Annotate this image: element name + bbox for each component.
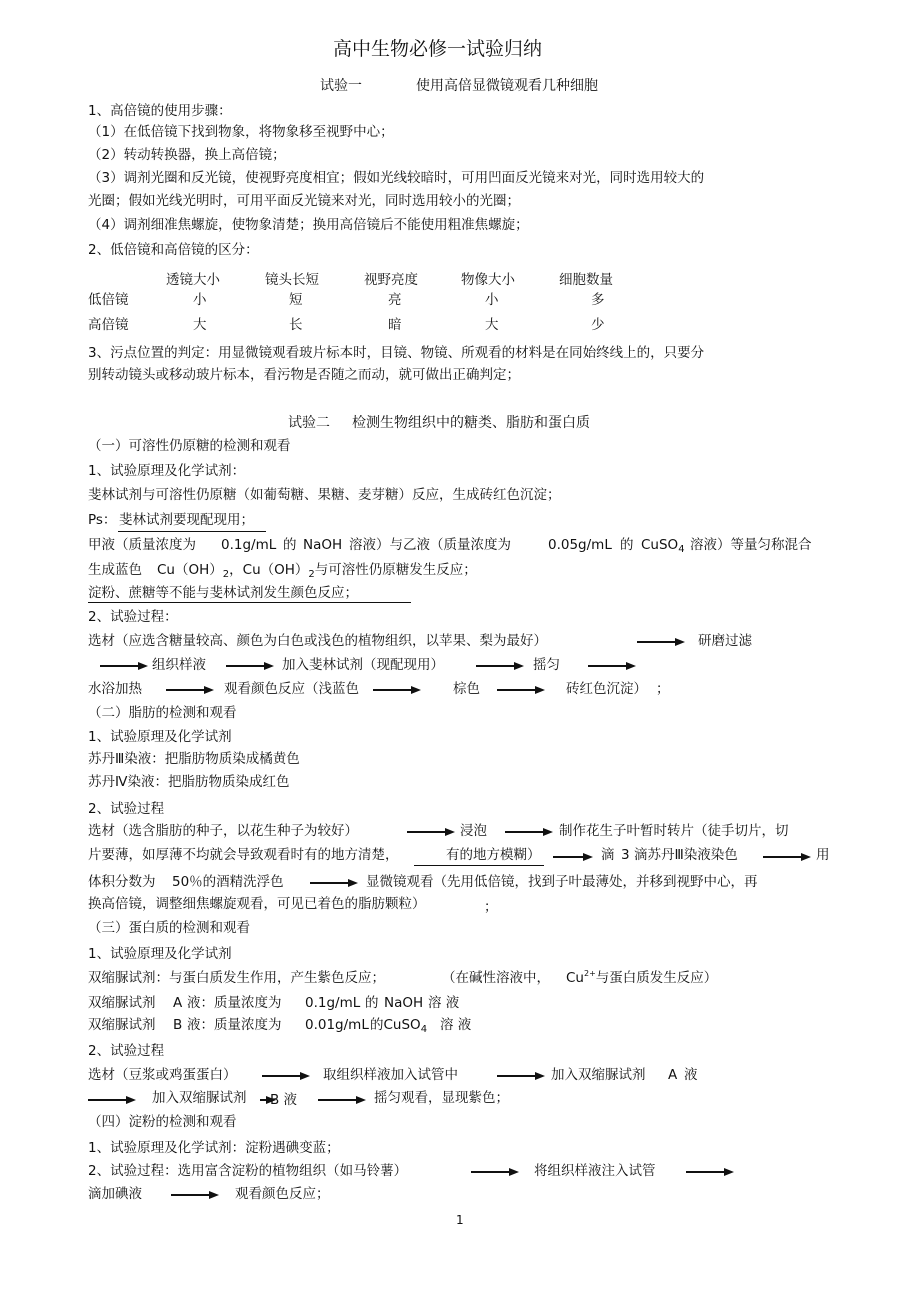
p2-proc-step: 滴苏丹Ⅲ染液染色 [634, 847, 738, 863]
p1-mix-value: 0.1g/mL [221, 537, 277, 553]
p2-proc-step: 片要薄，如厚薄不均就会导致观看时有的地方清楚， [88, 847, 399, 863]
arrow-right-icon [588, 662, 636, 670]
p3-head: （三）蛋白质的检测和观看 [88, 920, 250, 936]
exp2-heading-title: 检测生物组织中的糖类、脂肪和蛋白质 [352, 415, 590, 431]
p3-reagent-a: 的 [365, 995, 379, 1011]
p2-sudan4: 苏丹Ⅳ染液：把脂肪物质染成红色 [88, 774, 290, 790]
p1-mix-text: 溶液）等量匀称混合 [690, 537, 812, 553]
p3-reagent-a: NaOH [384, 995, 424, 1011]
p1-proc-end: ； [656, 681, 670, 697]
p3-proc-step: 加入双缩脲试剂 [551, 1067, 646, 1083]
p4-proc-step: 将组织样液注入试管 [534, 1163, 656, 1179]
arrow-right-icon [686, 1168, 734, 1176]
p2-sudan3: 苏丹Ⅲ染液：把脂肪物质染成橘黄色 [88, 751, 300, 767]
arrow-right-icon [497, 686, 545, 694]
p1-proc-head: 2、试验过程： [88, 609, 178, 625]
p2-proc-step: 有的地方模糊） [446, 847, 541, 863]
p1-mix-value: 0.05g/mL [548, 537, 612, 553]
arrow-right-icon [100, 662, 148, 670]
p3-reagent-b: 的CuSO$_4$ [370, 1017, 428, 1035]
exp1-s1-line4: （4）调剂细准焦螺旋，使物象清楚；换用高倍镜后不能使用粗准焦螺旋； [88, 217, 529, 233]
p1-head: （一）可溶性仍原糖的检测和观看 [88, 438, 291, 454]
p1-cu-formula: $Cu(OH)_2$，$Cu(OH)_2$与可溶性仍原糖发生反应； [157, 562, 477, 580]
arrow-right-icon [505, 828, 553, 836]
p2-head: （二）脂肪的检测和观看 [88, 705, 237, 721]
table-cell: 暗 [388, 317, 402, 333]
p2-proc-step: 用 [816, 847, 830, 863]
p2-proc-step: 50％的酒精洗浮色 [172, 874, 284, 890]
p1-proc-step: 选材（应选含糖量较高、颜色为白色或浅色的植物组织，以苹果、梨为最好） [88, 633, 547, 649]
p4-proc-step: 滴加碘液 [88, 1186, 142, 1202]
p3-reagent-a: A [173, 995, 183, 1011]
p1-proc-step: 加入斐林试剂（现配现用） [282, 657, 444, 673]
exp1-s1-line1: （1）在低倍镜下找到物象，将物象移至视野中心； [88, 124, 394, 140]
exp1-s1-head: 1、高倍镜的使用步骤： [88, 103, 232, 119]
arrow-right-icon [88, 1096, 136, 1104]
p4-proc-step: 2、试验过程：选用富含淀粉的植物组织（如马铃薯） [88, 1163, 408, 1179]
table-header: 透镜大小 [166, 272, 220, 288]
arrow-right-icon [166, 686, 214, 694]
page-title: 高中生物必修一试验归纳 [333, 38, 543, 60]
table-cell: 长 [289, 317, 303, 333]
p3-reagent-a: 溶 液 [428, 995, 460, 1011]
p3-proc-step: B 液 [270, 1092, 298, 1108]
p2-proc-step: 制作花生子叶暂时转片（徒手切片，切 [559, 823, 789, 839]
arrow-right-icon [373, 686, 421, 694]
p2-proc-step: 浸泡 [460, 823, 487, 839]
p1-mix-text: 的 [283, 537, 297, 553]
underline [414, 865, 544, 866]
arrow-right-icon [476, 662, 524, 670]
p1-mix-chem: CuSO$_4$ [641, 537, 685, 555]
p1-principle-head: 1、试验原理及化学试剂： [88, 463, 246, 479]
p2-proc-end: ； [484, 899, 498, 915]
p1-mix-text: 甲液（质量浓度为 [88, 537, 196, 553]
exp1-s2-head: 2、低倍镜和高倍镜的区分： [88, 242, 259, 258]
table-cell: 大 [193, 317, 207, 333]
arrow-right-icon [318, 1096, 366, 1104]
p3-reagent-a: 0.1g/mL [305, 995, 361, 1011]
p3-proc-step: 加入双缩脲试剂 [152, 1090, 247, 1106]
p2-proc-step: 选材（选含脂肪的种子，以花生种子为较好） [88, 823, 358, 839]
p2-proc-step: 显微镜观看（先用低倍镜，找到子叶最薄处，并移到视野中心，再 [366, 874, 758, 890]
p1-proc-step: 摇匀 [533, 657, 560, 673]
underline [118, 531, 266, 532]
p3-reagent-a: 液：质量浓度为 [187, 995, 282, 1011]
table-cell: 少 [591, 317, 605, 333]
p4-principle: 1、试验原理及化学试剂：淀粉遇碘变蓝； [88, 1140, 340, 1156]
p2-proc-step: 滴 [601, 847, 615, 863]
p1-proc-step: 观看颜色反应（浅蓝色 [224, 681, 359, 697]
underline [88, 602, 411, 603]
arrow-right-icon [553, 853, 593, 861]
exp1-s3-line2: 别转动镜头或移动玻片标本，看污物是否随之而动，就可做出正确判定； [88, 367, 520, 383]
p3-reagent-b: 0.01g/mL [305, 1017, 369, 1033]
table-header: 细胞数量 [559, 272, 613, 288]
p1-proc-step: 棕色 [453, 681, 480, 697]
p1-starch-note: 淀粉、蔗糖等不能与斐林试剂发生颜色反应； [88, 585, 358, 601]
table-cell: 亮 [388, 292, 402, 308]
p2-proc-step: 体积分数为 [88, 874, 156, 890]
exp1-s1-line3a: （3）调剂光圈和反光镜，使视野亮度相宜；假如光线较暗时，可用凹面反光镜来对光，同时选用较大的 [88, 170, 705, 186]
page-number: 1 [456, 1213, 464, 1227]
p2-proc-head: 2、试验过程 [88, 801, 165, 817]
table-header: 视野亮度 [364, 272, 418, 288]
exp1-heading-number: 试验一 [320, 78, 362, 94]
p2-principle-head: 1、试验原理及化学试剂 [88, 729, 232, 745]
p1-mix-chem: NaOH [303, 537, 343, 553]
p3-proc-step: A [668, 1067, 678, 1083]
p4-proc-step: 观看颜色反应； [235, 1186, 330, 1202]
table-row-label: 高倍镜 [88, 317, 129, 333]
p2-proc-step: 3 [621, 847, 630, 863]
p2-proc-step: 换高倍镜，调整细焦螺旋观看，可见已着色的脂肪颗粒） [88, 896, 426, 912]
arrow-right-icon [407, 828, 455, 836]
arrow-right-icon [471, 1168, 519, 1176]
p3-reagent-b: 双缩脲试剂 [88, 1017, 156, 1033]
table-header: 物像大小 [461, 272, 515, 288]
p1-ps-note: 斐林试剂要现配现用； [119, 512, 254, 528]
p1-cu-text: 生成蓝色 [88, 562, 142, 578]
p1-mix-text: 的 [620, 537, 634, 553]
arrow-right-icon [637, 638, 685, 646]
p3-reagent-b: 液：质量浓度为 [187, 1017, 282, 1033]
arrow-right-icon [310, 879, 358, 887]
p1-proc-step: 组织样液 [152, 657, 206, 673]
table-cell: 多 [591, 292, 605, 308]
table-row-label: 低倍镜 [88, 292, 129, 308]
p3-principle-head: 1、试验原理及化学试剂 [88, 946, 232, 962]
p3-reaction: 双缩脲试剂：与蛋白质发生作用，产生紫色反应； [88, 970, 385, 986]
exp2-heading-number: 试验二 [288, 415, 330, 431]
p1-mix-text: 溶液）与乙液（质量浓度为 [349, 537, 511, 553]
exp1-heading-title: 使用高倍显微镜观看几种细胞 [416, 78, 598, 94]
arrow-right-icon [226, 662, 274, 670]
p1-proc-step: 砖红色沉淀） [566, 681, 647, 697]
p1-proc-step: 研磨过滤 [698, 633, 752, 649]
arrow-right-icon [497, 1072, 545, 1080]
table-header: 镜头长短 [265, 272, 319, 288]
p3-reagent-b: B [173, 1017, 183, 1033]
table-cell: 小 [193, 292, 207, 308]
p3-proc-head: 2、试验过程 [88, 1043, 165, 1059]
p4-head: （四）淀粉的检测和观看 [88, 1114, 237, 1130]
p3-reaction-note: $Cu^{2+}$与蛋白质发生反应） [566, 969, 718, 986]
arrow-right-icon [262, 1072, 310, 1080]
p3-proc-step: 液 [684, 1067, 698, 1083]
table-cell: 大 [485, 317, 499, 333]
table-cell: 短 [289, 292, 303, 308]
table-cell: 小 [485, 292, 499, 308]
p3-reaction-note: （在碱性溶液中， [442, 970, 550, 986]
p3-reagent-b: 溶 液 [440, 1017, 472, 1033]
exp1-s3-line1: 3、污点位置的判定：用显微镜观看玻片标本时，目镜、物镜、所观看的材料是在同始终线上的，只要分 [88, 345, 705, 361]
p1-proc-step: 水浴加热 [88, 681, 142, 697]
p1-ps-label: Ps： [88, 512, 117, 528]
p1-principle: 斐林试剂与可溶性仍原糖（如葡萄糖、果糖、麦芽糖）反应，生成砖红色沉淀； [88, 487, 561, 503]
arrow-right-icon [171, 1191, 219, 1199]
exp1-s1-line3b: 光圈；假如光线光明时，可用平面反光镜来对光，同时选用较小的光圈； [88, 193, 520, 209]
p3-reagent-a: 双缩脲试剂 [88, 995, 156, 1011]
p3-proc-step: 摇匀观看，显现紫色； [374, 1090, 509, 1106]
arrow-right-icon [763, 853, 811, 861]
p3-proc-step: 选材（豆浆或鸡蛋蛋白） [88, 1067, 237, 1083]
exp1-s1-line2: （2）转动转换器，换上高倍镜； [88, 147, 286, 163]
p3-proc-step: 取组织样液加入试管中 [323, 1067, 458, 1083]
